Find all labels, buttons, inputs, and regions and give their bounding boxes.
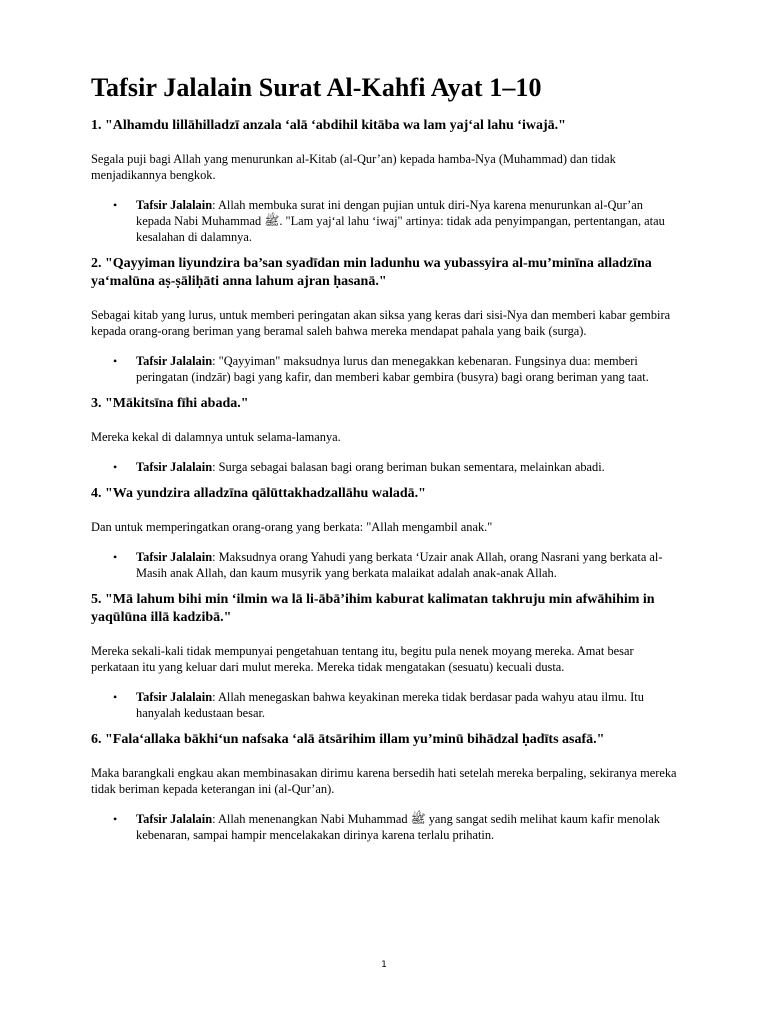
- verse-translation: Mereka sekali-kali tidak mempunyai pengetahuan tentang itu, begitu pula nenek moyang mereka. Amat besar perkataan itu yang keluar dari mulut mereka. Mereka tidak mengatakan (sesuatu) kecuali dusta.: [91, 644, 634, 674]
- tafsir-list: [91, 811, 681, 843]
- verse-section: [91, 731, 681, 853]
- tafsir-list: [91, 459, 681, 475]
- bullet-icon: •: [113, 354, 118, 368]
- page-title: Tafsir Jalalain Surat Al-Kahfi Ayat 1–10: [91, 73, 542, 102]
- tafsir-text: : Allah menenangkan Nabi Muhammad ﷺ yang sangat sedih melihat kaum kafir menolak kebenaran, sampai hampir mencelakakan dirinya karena terlalu prihatin.: [136, 812, 660, 842]
- tafsir-item: [91, 811, 681, 843]
- sections-container: [91, 117, 681, 853]
- bullet-icon: •: [113, 198, 118, 212]
- page-number: 1: [381, 960, 387, 970]
- tafsir-list: [91, 197, 681, 245]
- verse-heading: 3. "Mākitsīna fīhi abada.": [91, 396, 249, 411]
- tafsir-item: [91, 197, 681, 245]
- verse-heading: 1. "Alhamdu lillāhilladzī anzala ‘alā ‘abdihil kitāba wa lam yaj‘al lahu ‘iwajā.": [91, 118, 566, 133]
- tafsir-label: Tafsir Jalalain: [136, 550, 213, 564]
- verse-section: [91, 255, 681, 395]
- verse-translation: Maka barangkali engkau akan membinasakan dirimu karena bersedih hati setelah mereka berpaling, sekiranya mereka tidak beriman kepada keterangan ini (al-Qur’an).: [91, 766, 677, 796]
- verse-translation: Mereka kekal di dalamnya untuk selama-lamanya.: [91, 430, 341, 444]
- tafsir-item: [91, 689, 681, 721]
- bullet-icon: •: [113, 460, 118, 474]
- tafsir-label: Tafsir Jalalain: [136, 690, 213, 704]
- tafsir-label: Tafsir Jalalain: [136, 812, 213, 826]
- verse-section: [91, 117, 681, 255]
- verse-heading: 5. "Mā lahum bihi min ‘ilmin wa lā li-ābā’ihim kaburat kalimatan takhruju min afwāhihim in yaqūlūna illā kadzibā.": [91, 592, 655, 625]
- tafsir-text: : Allah menegaskan bahwa keyakinan mereka tidak berdasar pada wahyu atau ilmu. Itu hanyalah kedustaan besar.: [136, 690, 644, 720]
- tafsir-label: Tafsir Jalalain: [136, 460, 213, 474]
- tafsir-label: Tafsir Jalalain: [136, 354, 213, 368]
- verse-translation: Sebagai kitab yang lurus, untuk memberi peringatan akan siksa yang keras dari sisi-Nya dan memberi kabar gembira kepada orang-orang beriman yang beramal saleh bahwa mereka mendapat pahala yang baik (surga).: [91, 308, 671, 338]
- tafsir-list: [91, 549, 681, 581]
- verse-heading: 6. "Fala‘allaka bākhi‘un nafsaka ‘alā ātsārihim illam yu’minū bihādzal ḥadīts asafā.": [91, 732, 605, 747]
- tafsir-item: [91, 353, 681, 385]
- tafsir-list: [91, 689, 681, 721]
- tafsir-text: : Allah membuka surat ini dengan pujian untuk diri-Nya karena menurunkan al-Qur’an kepada Nabi Muhammad ﷺ. "Lam yaj‘al lahu ‘iwaj" artinya: tidak ada penyimpangan, pertentangan, atau kesalahan di dalamnya.: [136, 198, 665, 244]
- tafsir-text: : Maksudnya orang Yahudi yang berkata ‘Uzair anak Allah, orang Nasrani yang berkata al-Masih anak Allah, dan kaum musyrik yang berkata malaikat adalah anak-anak Allah.: [136, 550, 663, 580]
- tafsir-item: [91, 459, 681, 475]
- verse-translation: Dan untuk memperingatkan orang-orang yang berkata: "Allah mengambil anak.": [91, 520, 493, 534]
- bullet-icon: •: [113, 550, 118, 564]
- verse-section: [91, 485, 681, 591]
- tafsir-label: Tafsir Jalalain: [136, 198, 213, 212]
- verse-heading: 2. "Qayyiman liyundzira ba’san syadīdan min ladunhu wa yubassyira al-mu’minīna alladzīna ya‘malūna aṣ-ṣāliḥāti anna lahum ajran ḥasanā.": [91, 256, 652, 289]
- tafsir-item: [91, 549, 681, 581]
- verse-section: [91, 395, 681, 485]
- tafsir-text: : Surga sebagai balasan bagi orang beriman bukan sementara, melainkan abadi.: [212, 460, 605, 474]
- document-content: [91, 71, 681, 853]
- verse-translation: Segala puji bagi Allah yang menurunkan al-Kitab (al-Qur’an) kepada hamba-Nya (Muhammad) dan tidak menjadikannya bengkok.: [91, 152, 616, 182]
- tafsir-list: [91, 353, 681, 385]
- verse-section: [91, 591, 681, 731]
- tafsir-text: : "Qayyiman" maksudnya lurus dan menegakkan kebenaran. Fungsinya dua: memberi peringatan (indzār) bagi yang kafir, dan memberi kabar gembira (busyra) bagi orang beriman yang taat.: [136, 354, 649, 384]
- verse-heading: 4. "Wa yundzira alladzīna qālūttakhadzallāhu waladā.": [91, 486, 426, 501]
- bullet-icon: •: [113, 812, 118, 826]
- bullet-icon: •: [113, 690, 118, 704]
